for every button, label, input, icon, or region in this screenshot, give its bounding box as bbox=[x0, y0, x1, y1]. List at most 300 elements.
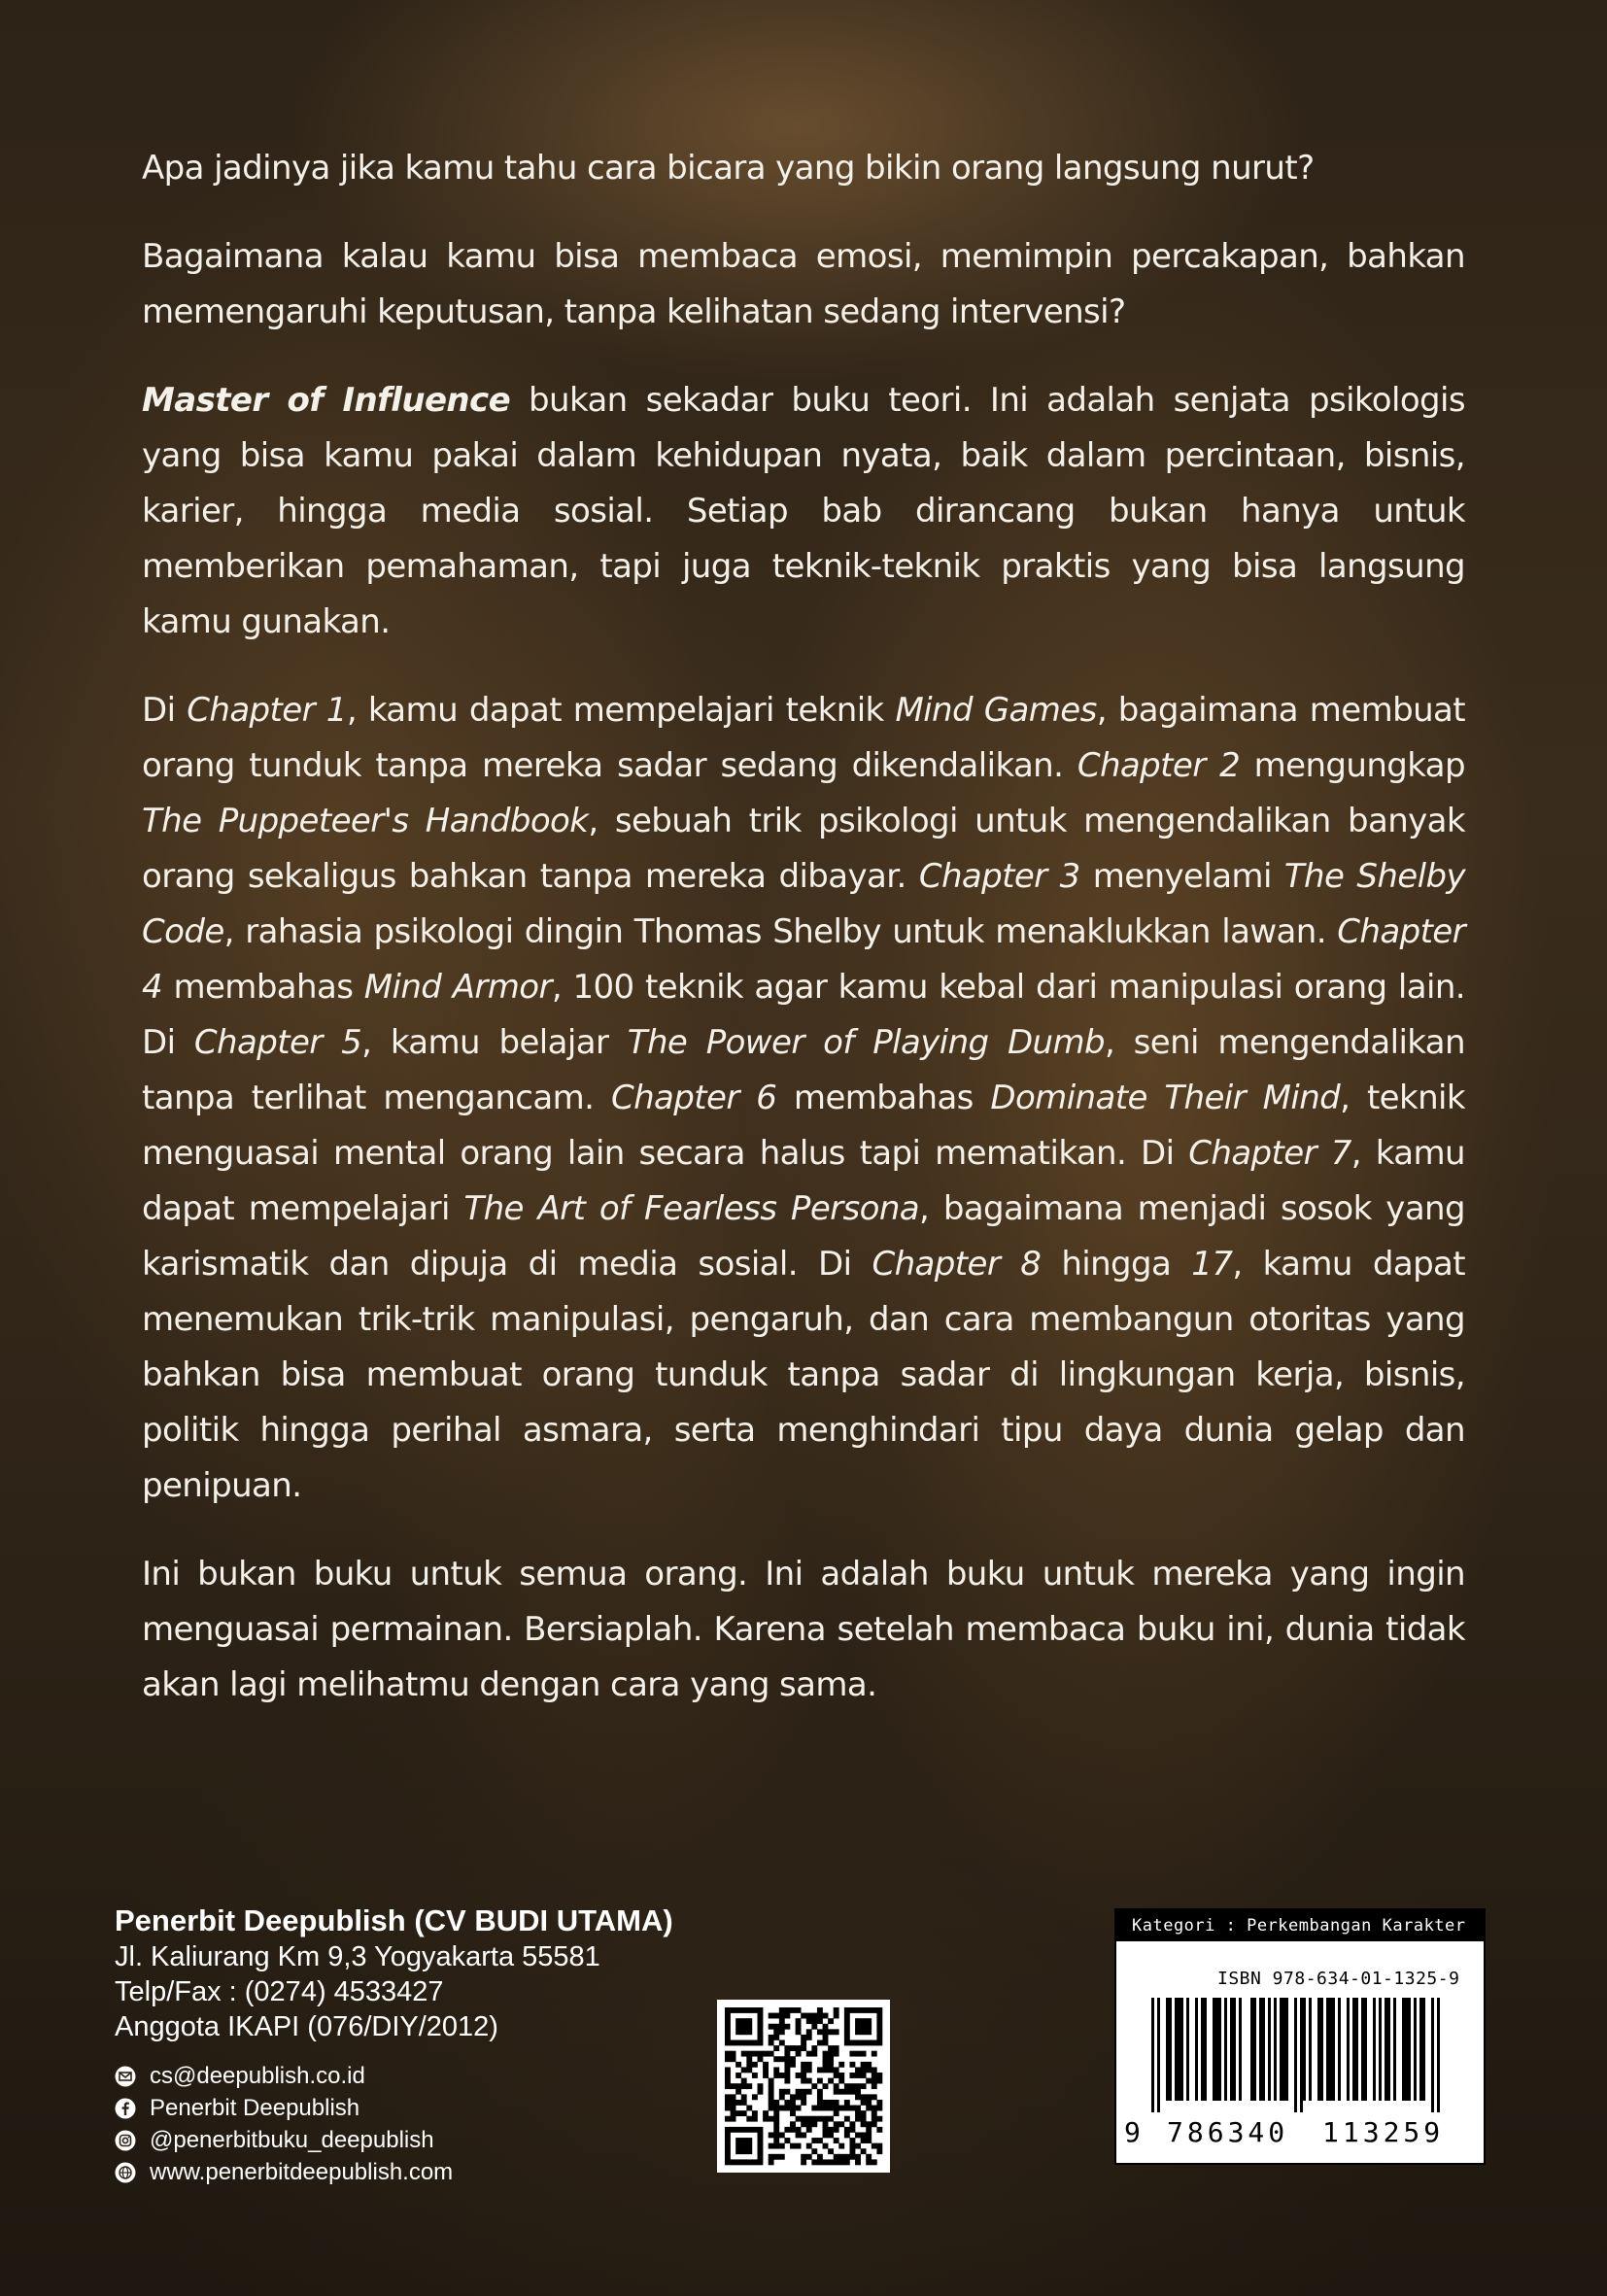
qr-module bbox=[828, 2062, 834, 2068]
paragraph-text: membahas bbox=[776, 1079, 991, 1117]
qr-module bbox=[769, 2013, 774, 2019]
qr-module bbox=[811, 2051, 817, 2057]
back-cover-blurb bbox=[142, 141, 1465, 1746]
barcode-bar bbox=[1437, 1998, 1440, 2112]
contact-email-text: cs@deepublish.co.id bbox=[150, 2063, 365, 2089]
qr-module bbox=[731, 2127, 736, 2133]
qr-module bbox=[801, 2100, 806, 2106]
qr-module bbox=[725, 2024, 731, 2030]
qr-module bbox=[849, 2040, 855, 2046]
qr-module bbox=[838, 2143, 844, 2149]
qr-module bbox=[872, 2040, 877, 2046]
qr-module bbox=[838, 2073, 844, 2078]
qr-module bbox=[741, 2007, 747, 2013]
paragraph-text: , kamu belajar bbox=[361, 1023, 628, 1062]
qr-module bbox=[769, 2100, 774, 2106]
qr-module bbox=[725, 2159, 731, 2165]
qr-module bbox=[872, 2159, 877, 2165]
qr-module bbox=[779, 2018, 785, 2024]
qr-module bbox=[746, 2040, 752, 2046]
qr-module bbox=[746, 2143, 752, 2149]
qr-module bbox=[735, 2024, 741, 2030]
qr-module bbox=[849, 2143, 855, 2149]
qr-module bbox=[779, 2024, 785, 2030]
qr-module bbox=[746, 2127, 752, 2133]
qr-module bbox=[758, 2127, 764, 2133]
qr-module bbox=[828, 2051, 834, 2057]
italic-reference: Chapter 1 bbox=[187, 691, 347, 730]
qr-module bbox=[823, 2083, 829, 2089]
qr-module bbox=[735, 2148, 741, 2154]
qr-module bbox=[855, 2089, 861, 2095]
qr-module bbox=[779, 2106, 785, 2111]
blurb-paragraph-4 bbox=[142, 683, 1465, 1514]
qr-module bbox=[773, 2106, 779, 2111]
qr-module bbox=[773, 2013, 779, 2019]
qr-module bbox=[811, 2024, 817, 2030]
qr-module bbox=[866, 2040, 872, 2046]
qr-module bbox=[823, 2029, 829, 2035]
qr-module bbox=[811, 2013, 817, 2019]
qr-module bbox=[773, 2116, 779, 2122]
qr-module bbox=[866, 2024, 872, 2030]
barcode-bar bbox=[1387, 1998, 1390, 2101]
qr-module bbox=[855, 2094, 861, 2100]
qr-module bbox=[773, 2056, 779, 2062]
qr-module bbox=[758, 2013, 764, 2019]
qr-module bbox=[784, 2013, 790, 2019]
qr-module bbox=[866, 2067, 872, 2073]
qr-module bbox=[790, 2045, 796, 2051]
qr-module bbox=[752, 2159, 758, 2165]
qr-module bbox=[855, 2110, 861, 2116]
qr-module bbox=[828, 2029, 834, 2035]
qr-module bbox=[779, 2154, 785, 2160]
paragraph-text: hingga bbox=[1041, 1245, 1192, 1284]
barcode-bar bbox=[1195, 1998, 1198, 2101]
qr-module bbox=[784, 2073, 790, 2078]
qr-module bbox=[784, 2045, 790, 2051]
qr-module bbox=[769, 2083, 774, 2089]
italic-reference: Chapter 8 bbox=[872, 1245, 1042, 1284]
italic-reference: Mind Games bbox=[895, 691, 1097, 730]
qr-module bbox=[796, 2045, 802, 2051]
barcode-bar bbox=[1186, 1998, 1189, 2101]
barcode-bar bbox=[1373, 1998, 1376, 2101]
italic-reference: The Power of Playing Dumb bbox=[627, 1023, 1105, 1062]
qr-module bbox=[872, 2073, 877, 2078]
qr-module bbox=[784, 2106, 790, 2111]
qr-module bbox=[769, 2094, 774, 2100]
qr-module bbox=[861, 2051, 867, 2057]
qr-module bbox=[741, 2040, 747, 2046]
barcode-bar bbox=[1178, 1998, 1180, 2101]
qr-module bbox=[855, 2083, 861, 2089]
qr-module bbox=[801, 2013, 806, 2019]
globe-icon bbox=[115, 2162, 136, 2183]
qr-module bbox=[806, 2127, 812, 2133]
qr-module bbox=[823, 2100, 829, 2106]
qr-module bbox=[834, 2029, 839, 2035]
qr-module bbox=[861, 2138, 867, 2143]
qr-module bbox=[855, 2007, 861, 2013]
qr-module bbox=[838, 2159, 844, 2165]
publisher-name: Penerbit Deepublish (CV BUDI UTAMA) bbox=[115, 1903, 673, 1937]
qr-module bbox=[855, 2067, 861, 2073]
qr-module bbox=[866, 2106, 872, 2111]
barcode-bar bbox=[1215, 1998, 1218, 2101]
italic-reference: Chapter 2 bbox=[1077, 746, 1241, 785]
qr-module bbox=[828, 2078, 834, 2084]
qr-module bbox=[725, 2148, 731, 2154]
qr-module bbox=[801, 2089, 806, 2095]
qr-module bbox=[725, 2083, 731, 2089]
qr-module bbox=[741, 2029, 747, 2035]
qr-module bbox=[735, 2029, 741, 2035]
qr-module bbox=[861, 2094, 867, 2100]
qr-module bbox=[735, 2143, 741, 2149]
qr-module bbox=[746, 2067, 752, 2073]
qr-module bbox=[817, 2078, 823, 2084]
qr-module bbox=[817, 2159, 823, 2165]
qr-module bbox=[790, 2106, 796, 2111]
qr-module bbox=[823, 2035, 829, 2040]
qr-module bbox=[773, 2067, 779, 2073]
qr-module bbox=[849, 2138, 855, 2143]
barcode-bar bbox=[1157, 1998, 1160, 2112]
blurb-paragraph-3-text: bukan sekadar buku teori. Ini adalah senjata psikologis yang bisa kamu pakai dalam kehidupan nyata, baik dalam percintaan, bisnis, karier, hingga media sosial. Setiap bab dirancang bukan hanya untuk memberikan pemahaman, tapi juga teknik-teknik praktis yang bisa langsung kamu gunakan. bbox=[142, 381, 1465, 641]
barcode-bar bbox=[1361, 1998, 1364, 2101]
qr-module bbox=[872, 2106, 877, 2111]
qr-module bbox=[844, 2035, 850, 2040]
qr-module bbox=[811, 2159, 817, 2165]
qr-module bbox=[876, 2148, 882, 2154]
qr-module bbox=[801, 2067, 806, 2073]
qr-module bbox=[784, 2100, 790, 2106]
blurb-paragraph-2: Bagaimana kalau kamu bisa membaca emosi, memimpin percakapan, bahkan memengaruhi keputusan, tanpa kelihatan sedang intervensi? bbox=[142, 237, 1465, 331]
qr-module bbox=[817, 2018, 823, 2024]
qr-module bbox=[834, 2159, 839, 2165]
barcode-bar bbox=[1364, 1998, 1367, 2101]
qr-module bbox=[801, 2062, 806, 2068]
qr-module bbox=[801, 2132, 806, 2138]
qr-module bbox=[758, 2056, 764, 2062]
qr-module bbox=[844, 2029, 850, 2035]
qr-module bbox=[752, 2007, 758, 2013]
qr-module bbox=[796, 2106, 802, 2111]
barcode-bar bbox=[1285, 1998, 1288, 2101]
blurb-paragraph-3 bbox=[142, 373, 1465, 650]
qr-module bbox=[834, 2127, 839, 2133]
qr-module bbox=[769, 2024, 774, 2030]
barcode-bar bbox=[1414, 1998, 1417, 2101]
barcode-bar bbox=[1408, 1998, 1411, 2101]
paragraph-text: , kamu dapat mempelajari teknik bbox=[346, 691, 896, 730]
qr-module bbox=[773, 2045, 779, 2051]
qr-module bbox=[725, 2056, 731, 2062]
qr-module bbox=[834, 2154, 839, 2160]
qr-module bbox=[741, 2148, 747, 2154]
barcode-bar bbox=[1402, 1998, 1405, 2101]
qr-module bbox=[828, 2106, 834, 2111]
qr-module bbox=[823, 2056, 829, 2062]
qr-module bbox=[784, 2067, 790, 2073]
barcode-bar bbox=[1253, 1998, 1256, 2101]
qr-module bbox=[861, 2040, 867, 2046]
qr-module bbox=[861, 2148, 867, 2154]
qr-module bbox=[806, 2121, 812, 2127]
italic-reference: Chapter 7 bbox=[1188, 1134, 1351, 1173]
qr-module bbox=[876, 2024, 882, 2030]
qr-module bbox=[752, 2116, 758, 2122]
qr-module bbox=[817, 2116, 823, 2122]
qr-module bbox=[844, 2106, 850, 2111]
qr-module bbox=[731, 2056, 736, 2062]
italic-reference: 17 bbox=[1191, 1245, 1233, 1284]
italic-reference: Chapter 4 bbox=[142, 912, 1465, 1007]
qr-module bbox=[838, 2078, 844, 2084]
qr-module bbox=[806, 2067, 812, 2073]
qr-module bbox=[849, 2089, 855, 2095]
qr-module bbox=[861, 2110, 867, 2116]
qr-module bbox=[876, 2040, 882, 2046]
qr-module bbox=[752, 2062, 758, 2068]
qr-module bbox=[773, 2138, 779, 2143]
qr-module bbox=[741, 2094, 747, 2100]
qr-module bbox=[752, 2073, 758, 2078]
qr-module bbox=[844, 2132, 850, 2138]
qr-module bbox=[769, 2051, 774, 2057]
contact-email bbox=[115, 2060, 736, 2092]
qr-module bbox=[731, 2159, 736, 2165]
qr-module bbox=[790, 2094, 796, 2100]
qr-module bbox=[876, 2013, 882, 2019]
barcode-bar bbox=[1303, 1998, 1306, 2101]
barcode-bar bbox=[1379, 1998, 1382, 2101]
qr-module bbox=[790, 2110, 796, 2116]
qr-module bbox=[823, 2143, 829, 2149]
qr-module bbox=[876, 2035, 882, 2040]
qr-module bbox=[779, 2007, 785, 2013]
qr-module bbox=[725, 2143, 731, 2149]
italic-reference: Mind Armor bbox=[363, 968, 552, 1007]
qr-module bbox=[801, 2045, 806, 2051]
qr-module bbox=[725, 2029, 731, 2035]
qr-module bbox=[801, 2159, 806, 2165]
barcode-right-digits: 113259 bbox=[1322, 2116, 1445, 2148]
qr-module bbox=[844, 2127, 850, 2133]
qr-module bbox=[861, 2083, 867, 2089]
paragraph-text: Di bbox=[142, 691, 188, 730]
qr-module bbox=[746, 2159, 752, 2165]
qr-module bbox=[763, 2110, 769, 2116]
qr-module bbox=[876, 2078, 882, 2084]
contact-instagram-text: @penerbitbuku_deepublish bbox=[150, 2127, 434, 2153]
qr-module bbox=[828, 2056, 834, 2062]
qr-module bbox=[741, 2018, 747, 2024]
qr-module bbox=[746, 2148, 752, 2154]
facebook-icon bbox=[115, 2098, 136, 2119]
qr-module bbox=[811, 2116, 817, 2122]
qr-module bbox=[861, 2100, 867, 2106]
qr-module bbox=[769, 2159, 774, 2165]
qr-code bbox=[717, 2000, 890, 2173]
qr-module bbox=[731, 2106, 736, 2111]
barcode-bar bbox=[1280, 1998, 1282, 2101]
qr-module bbox=[790, 2143, 796, 2149]
barcode-bar bbox=[1233, 1998, 1236, 2101]
qr-module bbox=[752, 2040, 758, 2046]
qr-module bbox=[844, 2100, 850, 2106]
qr-module bbox=[823, 2040, 829, 2046]
barcode-bar bbox=[1385, 1998, 1387, 2101]
qr-module bbox=[866, 2121, 872, 2127]
qr-module bbox=[758, 2024, 764, 2030]
qr-module bbox=[876, 2007, 882, 2013]
qr-module bbox=[828, 2159, 834, 2165]
qr-module bbox=[773, 2143, 779, 2149]
qr-module bbox=[773, 2035, 779, 2040]
qr-module bbox=[849, 2127, 855, 2133]
qr-module bbox=[790, 2062, 796, 2068]
qr-module bbox=[866, 2154, 872, 2160]
qr-module bbox=[796, 2089, 802, 2095]
qr-module bbox=[735, 2127, 741, 2133]
qr-module bbox=[731, 2040, 736, 2046]
qr-module bbox=[849, 2062, 855, 2068]
publisher-info bbox=[115, 1902, 736, 2188]
barcode-bar bbox=[1218, 1998, 1221, 2101]
paragraph-text: , teknik menguasai mental orang lain secara halus tapi mematikan. Di bbox=[142, 1079, 1465, 1173]
barcode-bar bbox=[1282, 1998, 1285, 2101]
qr-module bbox=[823, 2132, 829, 2138]
qr-module bbox=[758, 2132, 764, 2138]
qr-module bbox=[866, 2078, 872, 2084]
barcode-bar bbox=[1213, 1998, 1215, 2101]
barcode-bar bbox=[1422, 1998, 1425, 2101]
qr-module bbox=[758, 2007, 764, 2013]
qr-module bbox=[741, 2083, 747, 2089]
qr-module bbox=[735, 2083, 741, 2089]
qr-module bbox=[872, 2121, 877, 2127]
qr-module bbox=[758, 2083, 764, 2089]
qr-module bbox=[779, 2013, 785, 2019]
barcode-bar bbox=[1393, 1998, 1396, 2101]
qr-module bbox=[861, 2067, 867, 2073]
barcode-bar bbox=[1169, 1998, 1172, 2101]
qr-module bbox=[844, 2024, 850, 2030]
qr-module bbox=[828, 2018, 834, 2024]
qr-module bbox=[735, 2159, 741, 2165]
barcode-bar bbox=[1300, 1998, 1303, 2112]
qr-module bbox=[735, 2040, 741, 2046]
qr-module bbox=[725, 2154, 731, 2160]
qr-module bbox=[779, 2089, 785, 2095]
qr-module bbox=[746, 2051, 752, 2057]
qr-module bbox=[806, 2018, 812, 2024]
paragraph-text: , 100 teknik agar kamu kebal dari manipulasi orang lain. Di bbox=[142, 968, 1466, 1062]
qr-module bbox=[773, 2029, 779, 2035]
qr-module bbox=[834, 2110, 839, 2116]
qr-module bbox=[876, 2116, 882, 2122]
publisher-phone: Telp/Fax : (0274) 4533427 bbox=[115, 1976, 444, 2007]
qr-module bbox=[784, 2138, 790, 2143]
qr-module bbox=[823, 2159, 829, 2165]
qr-module bbox=[823, 2067, 829, 2073]
barcode-bar bbox=[1347, 1998, 1350, 2101]
paragraph-text: , kamu dapat menemukan trik-trik manipulasi, pengaruh, dan cara membangun otoritas yang bahkan bisa membuat orang tunduk tanpa sadar di lingkungan kerja, bisnis, politik hingga perihal asmara, serta menghindari tipu daya dunia gelap dan penipuan. bbox=[142, 1245, 1466, 1505]
qr-module bbox=[861, 2018, 867, 2024]
qr-module bbox=[779, 2029, 785, 2035]
italic-reference: The Puppeteer's Handbook bbox=[142, 802, 589, 840]
qr-module bbox=[773, 2127, 779, 2133]
qr-module bbox=[741, 2138, 747, 2143]
qr-module bbox=[823, 2106, 829, 2111]
paragraph-text: , sebuah trik psikologi untuk mengendalikan banyak orang sekaligus bahkan tanpa mereka dibayar. bbox=[142, 802, 1465, 896]
qr-module bbox=[844, 2159, 850, 2165]
qr-module bbox=[855, 2143, 861, 2149]
qr-module bbox=[784, 2056, 790, 2062]
qr-module bbox=[872, 2143, 877, 2149]
qr-module bbox=[872, 2007, 877, 2013]
barcode-bar bbox=[1317, 1998, 1320, 2101]
qr-module bbox=[866, 2100, 872, 2106]
qr-module bbox=[866, 2138, 872, 2143]
qr-module bbox=[855, 2116, 861, 2122]
qr-module bbox=[769, 2089, 774, 2095]
qr-module bbox=[834, 2051, 839, 2057]
qr-module bbox=[763, 2062, 769, 2068]
qr-module bbox=[811, 2083, 817, 2089]
qr-module bbox=[834, 2138, 839, 2143]
qr-module bbox=[784, 2078, 790, 2084]
qr-module bbox=[769, 2143, 774, 2149]
barcode-bar bbox=[1175, 1998, 1178, 2101]
qr-module bbox=[773, 2073, 779, 2078]
qr-module bbox=[763, 2067, 769, 2073]
qr-module bbox=[758, 2051, 764, 2057]
qr-code-graphic bbox=[717, 2000, 890, 2173]
qr-module bbox=[876, 2143, 882, 2149]
qr-module bbox=[823, 2116, 829, 2122]
qr-module bbox=[838, 2106, 844, 2111]
barcode-bar bbox=[1431, 1998, 1434, 2112]
qr-module bbox=[773, 2024, 779, 2030]
qr-module bbox=[844, 2154, 850, 2160]
qr-module bbox=[855, 2154, 861, 2160]
qr-module bbox=[725, 2035, 731, 2040]
barcode-bar bbox=[1320, 1998, 1323, 2101]
qr-module bbox=[731, 2094, 736, 2100]
qr-module bbox=[741, 2159, 747, 2165]
qr-module bbox=[817, 2007, 823, 2013]
qr-module bbox=[817, 2089, 823, 2095]
qr-module bbox=[746, 2116, 752, 2122]
barcode-bar bbox=[1268, 1998, 1271, 2101]
qr-module bbox=[746, 2056, 752, 2062]
paragraph-text: mengungkap bbox=[1240, 746, 1465, 785]
qr-module bbox=[872, 2116, 877, 2122]
qr-module bbox=[735, 2089, 741, 2095]
qr-module bbox=[769, 2106, 774, 2111]
qr-module bbox=[796, 2094, 802, 2100]
qr-module bbox=[758, 2159, 764, 2165]
qr-module bbox=[773, 2154, 779, 2160]
qr-module bbox=[773, 2110, 779, 2116]
qr-module bbox=[784, 2024, 790, 2030]
isbn-barcode-box bbox=[1114, 1908, 1486, 2165]
qr-module bbox=[806, 2051, 812, 2057]
